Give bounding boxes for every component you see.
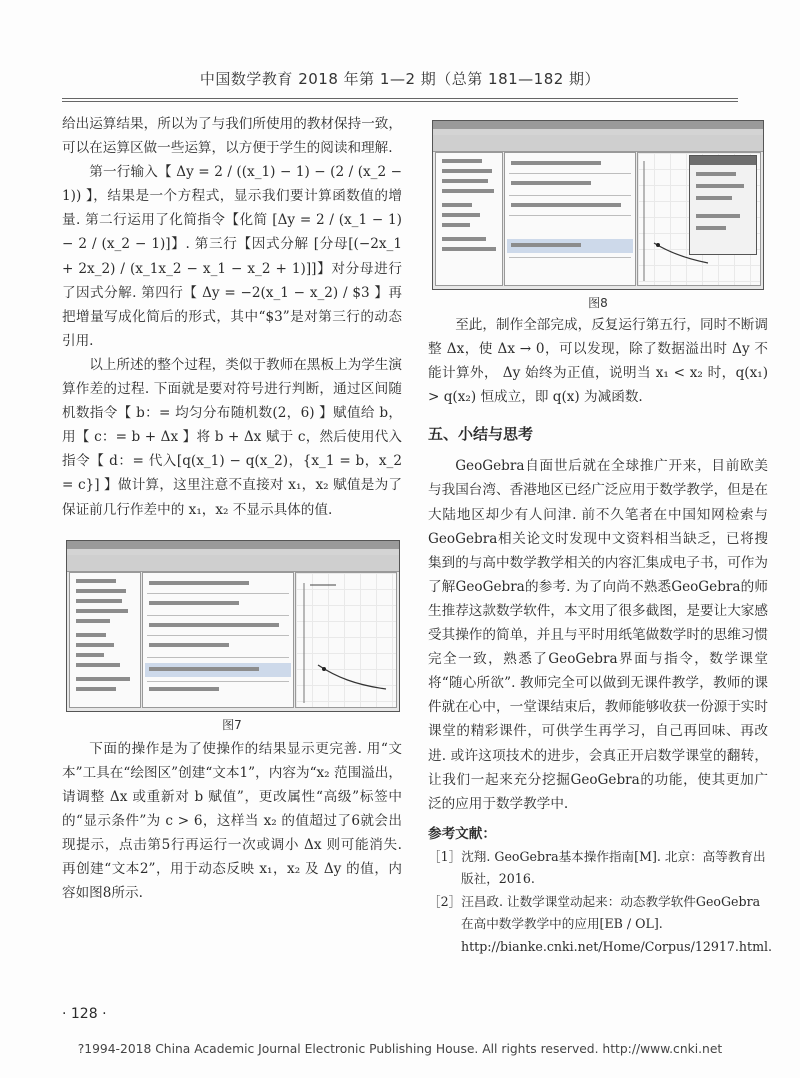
- cas-panel: [504, 152, 636, 286]
- reference-item: ［2］汪昌政. 让数学课堂动起来：动态教学软件GeoGebra在高中数学教学中的应用[EB / OL]. http://bianke.cnki.net/Home/Corpus/12917.html.: [428, 893, 773, 954]
- window-toolbar: [433, 135, 763, 152]
- window-titlebar: [67, 541, 399, 549]
- right-column: [428, 112, 773, 958]
- figure-8-caption: 图8: [588, 296, 608, 310]
- header-rule-double: [62, 101, 738, 102]
- header-rule: [62, 98, 738, 99]
- paragraph: GeoGebra自面世后就在全球推广开来，目前欧美与我国台湾、香港地区已经广泛应用于数学教学，但是在大陆地区却少有人问津. 前不久笔者在中国知网检索与GeoGebra相关论文时发现中文资料相当缺乏，已将搜集到的与高中数学教学相关的内容汇集成电子书，可作为了解GeoGebra的参考. 为了向尚不熟悉GeoGebra的师生推荐这款数学软件，本文用了很多截图，是要让大家感受其操作的简单，并且与平时用纸笔做数学时的思维习惯完全一致，熟悉了GeoGebra界面与指令，数学课堂将“随心所欲”. 教师完全可以做到无课件教学，教师的课件就在心中，一堂课结束后，教师能够收获一份源于实时课堂的精彩课件，可供学生再学习，自己再回味、再改进. 或许这项技术的进步，会真正开启数学课堂的翻转，让我们一起来充分挖掘GeoGebra的功能，使其更加广泛的应用于数学教学中.: [428, 458, 768, 812]
- properties-dialog: [689, 155, 757, 255]
- graphics-panel: [295, 572, 397, 708]
- reference-item: ［1］沈翔. GeoGebra基本操作指南[M]. 北京：高等教育出版社，2016.: [428, 848, 766, 887]
- paragraph: 至此，制作全部完成，反复运行第五行，同时不断调整 Δx，使 Δx → 0，可以发现，除了数据溢出时 Δy 不能计算外， Δy 始终为正值，说明当 x₁ < x₂ 时，q(x₁) > q(x₂) 恒成立，即 q(x) 为减函数.: [428, 317, 768, 406]
- paragraph: 第一行输入【 Δy = 2 / ((x_1) − 1) − (2 / (x_2 − 1)) 】，结果是一个方程式，显示我们要计算函数值的增量. 第二行运用了化简指令【化简 [Δy = 2 / (x_1 − 1) − 2 / (x_2 − 1)]】. 第三行【因式分解 [分母[(−2x_1 + 2x_2) / (x_1x_2 − x_1 − x_2 + 1)]]】对分母进行了因式分解. 第四行【 Δy = −2(x_1 − x_2) / $3 】再把增量写成化简后的形式，其中“$3”是对第三行的动态引用.: [62, 164, 402, 349]
- window-toolbar: [67, 555, 399, 572]
- copyright-line: ?1994-2018 China Academic Journal Electronic Publishing House. All rights reserved. http://www.cnki.net: [77, 1042, 723, 1056]
- figure-7-screenshot: [66, 540, 400, 712]
- figure-8-screenshot: [432, 120, 764, 290]
- paragraph: 给出运算结果，所以为了与我们所使用的教材保持一致，可以在运算区做一些运算，以方便于学生的阅读和理解.: [62, 116, 402, 157]
- cas-panel: [142, 572, 294, 708]
- page-number: · 128 ·: [62, 1006, 107, 1022]
- left-column: [62, 112, 402, 905]
- window-titlebar: [433, 121, 763, 129]
- running-header: 中国数学教育 2018 年第 1—2 期（总第 181—182 期）: [199, 70, 601, 88]
- algebra-panel: [435, 152, 503, 286]
- references-title: 参考文献：: [428, 825, 496, 842]
- figure-7-caption: 图7: [222, 717, 242, 732]
- paragraph: 以上所述的整个过程，类似于教师在黑板上为学生演算作差的过程. 下面就是要对符号进行判断，通过区间随机数指令【 b：= 均匀分布随机数(2，6) 】赋值给 b，用【 c：= b + Δx 】将 b + Δx 赋于 c，然后使用代入指令【 d：= 代入[q(x_1) − q(x_2)，{x_1 = b，x_2 = c}] 】做计算，这里注意不直接对 x₁，x₂ 赋值是为了保证前几行作差中的 x₁，x₂ 不显示具体的值.: [62, 356, 402, 518]
- paragraph: 下面的操作是为了使操作的结果显示更完善. 用“文本”工具在“绘图区”创建“文本1”，内容为“x₂ 范围溢出，请调整 Δx 或重新对 b 赋值”，更改属性“高级”标签中的“显示条件”为 c > 6，这样当 x₂ 的值超过了6就会出现提示，点击第5行再运行一次或调小 Δx 则可能消失. 再创建“文本2”，用于动态反映 x₁，x₂ 及 Δy 的值，内容如图8所示.: [62, 740, 402, 902]
- algebra-panel: [69, 572, 141, 708]
- section-title: 五、小结与思考: [428, 425, 534, 444]
